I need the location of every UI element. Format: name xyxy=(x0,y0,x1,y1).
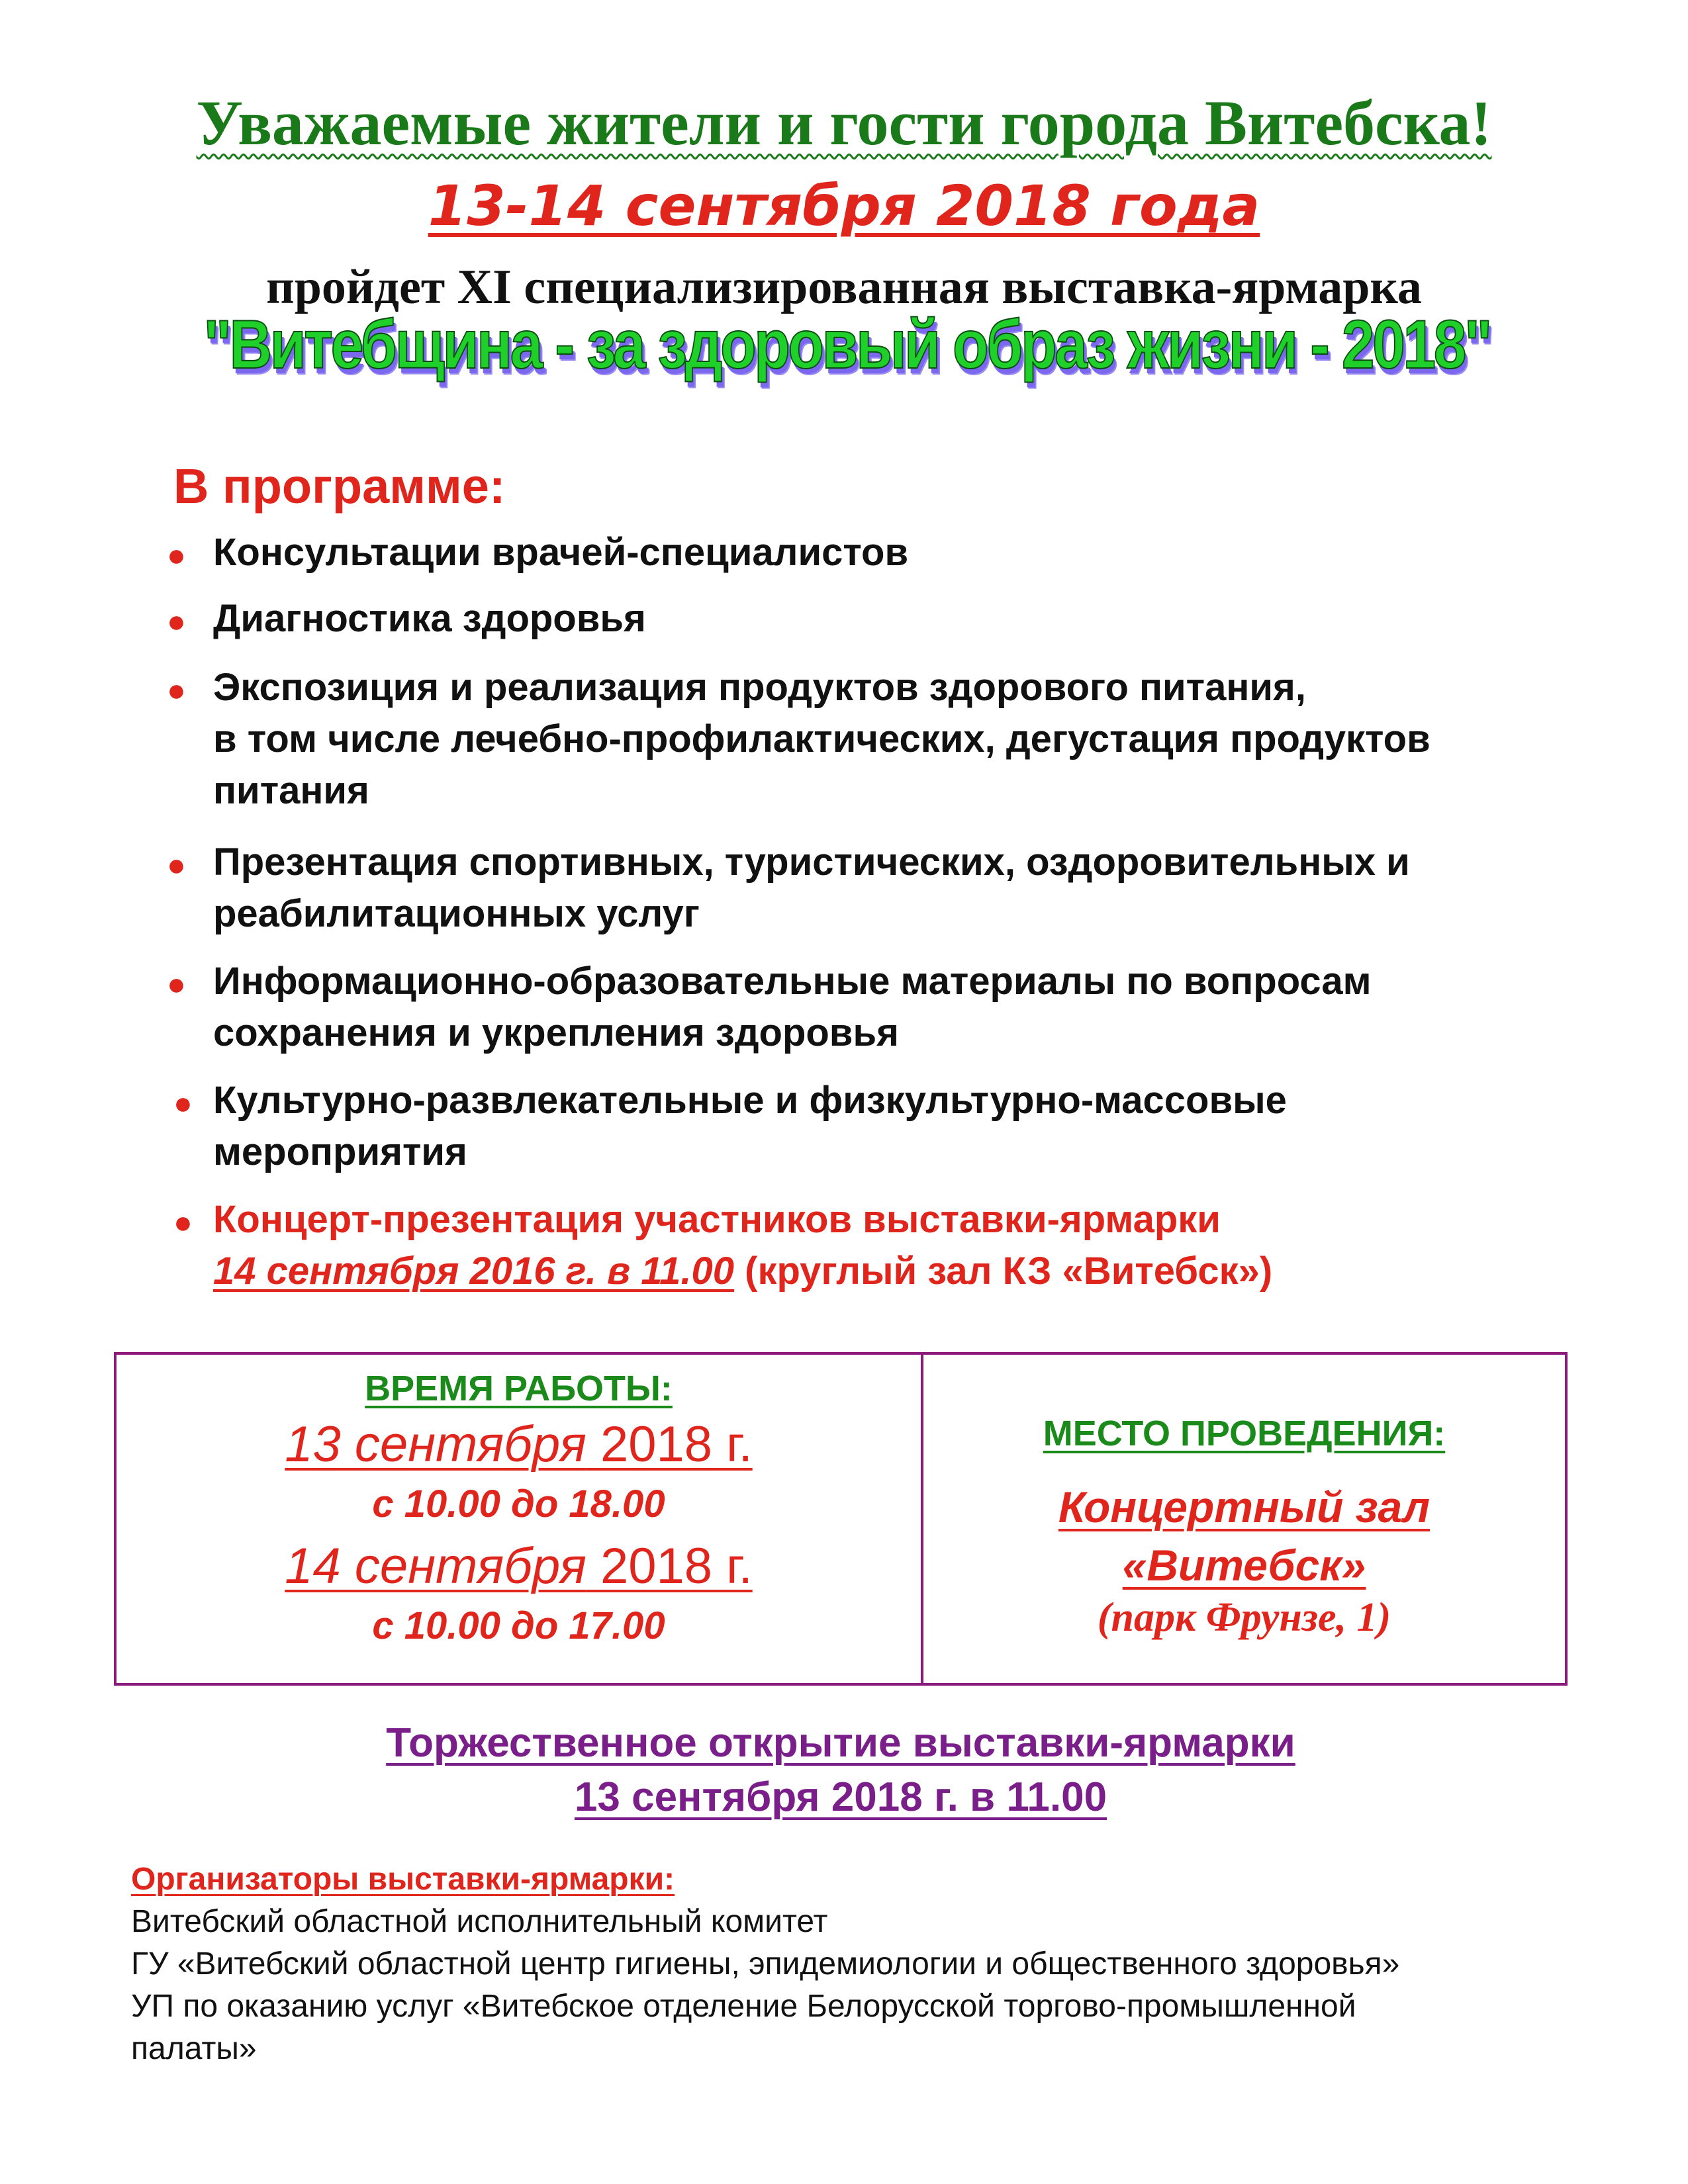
organizer-line: ГУ «Витебский областной центр гигиены, эпидемиологии и общественного здоровья» xyxy=(131,1946,1400,1981)
bullet-icon: ● xyxy=(167,967,186,1002)
program-item: Культурно-развлекательные и физкультурно-массовые мероприятия xyxy=(213,1079,1287,1173)
organizer-line: Витебский областной исполнительный комитет xyxy=(131,1904,828,1939)
event-dates-heading: 13-14 сентября 2018 года xyxy=(428,173,1260,238)
bullet-icon: ● xyxy=(167,604,186,639)
organizer-line: палаты» xyxy=(131,2031,257,2066)
organizer-line: УП по оказанию услуг «Витебское отделение Белорусской торгово-промышленной xyxy=(131,1989,1356,2024)
program-title: В программе: xyxy=(173,459,506,514)
program-item: Информационно-образовательные материалы по вопросам сохранения и укрепления здоровья xyxy=(213,960,1372,1054)
working-hours-heading: ВРЕМЯ РАБОТЫ: xyxy=(365,1369,673,1408)
event-announcement: пройдет XI специализированная выставка-ярмарка xyxy=(266,260,1422,314)
venue-name-line2: «Витебск» xyxy=(1122,1541,1366,1590)
info-box xyxy=(114,1352,1568,1686)
bullet-icon: ● xyxy=(167,538,186,573)
bullet-icon: ● xyxy=(173,1205,193,1240)
concert-date: 14 сентября 2016 г. в 11.00 xyxy=(213,1250,735,1293)
day2-date: 14 сентября 2018 г. xyxy=(285,1538,753,1594)
day1-hours: с 10.00 до 18.00 xyxy=(372,1482,665,1525)
opening-title: Торжественное открытие выставки-ярмарки xyxy=(386,1720,1295,1766)
program-item-concert: Концерт-презентация участников выставки-ярмарки 14 сентября 2016 г. в 11.00 (круглый зал КЗ «Витебск») xyxy=(213,1198,1273,1293)
venue-address: (парк Фрунзе, 1) xyxy=(1097,1595,1391,1640)
bullet-icon: ● xyxy=(167,848,186,883)
working-hours-panel xyxy=(117,1355,921,1683)
program-item: Экспозиция и реализация продуктов здорового питания, в том числе лечебно-профилактических, дегустация продуктов питания xyxy=(213,666,1430,812)
venue-heading: МЕСТО ПРОВЕДЕНИЯ: xyxy=(1043,1414,1446,1453)
program-item: Диагностика здоровья xyxy=(213,597,646,640)
day2-hours: с 10.00 до 17.00 xyxy=(372,1604,665,1647)
opening-date: 13 сентября 2018 г. в 11.00 xyxy=(574,1774,1107,1820)
bullet-icon: ● xyxy=(173,1086,193,1121)
venue-name: Концертный зал xyxy=(1058,1482,1430,1531)
program-item: Презентация спортивных, туристических, оздоровительных и реабилитационных услуг xyxy=(213,841,1410,935)
bullet-icon: ● xyxy=(167,673,186,708)
program-item: Консультации врачей-специалистов xyxy=(213,531,909,574)
venue-panel xyxy=(923,1355,1565,1683)
day1-date: 13 сентября 2018 г. xyxy=(285,1416,753,1473)
greeting-heading: Уважаемые жители и гости города Витебска! xyxy=(196,87,1492,158)
concert-place: (круглый зал КЗ «Витебск») xyxy=(734,1250,1273,1293)
organizers-title: Организаторы выставки-ярмарки: xyxy=(131,1862,675,1897)
event-name-title: "Витебщина - за здоровый образ жизни - 2018" xyxy=(203,306,1490,383)
